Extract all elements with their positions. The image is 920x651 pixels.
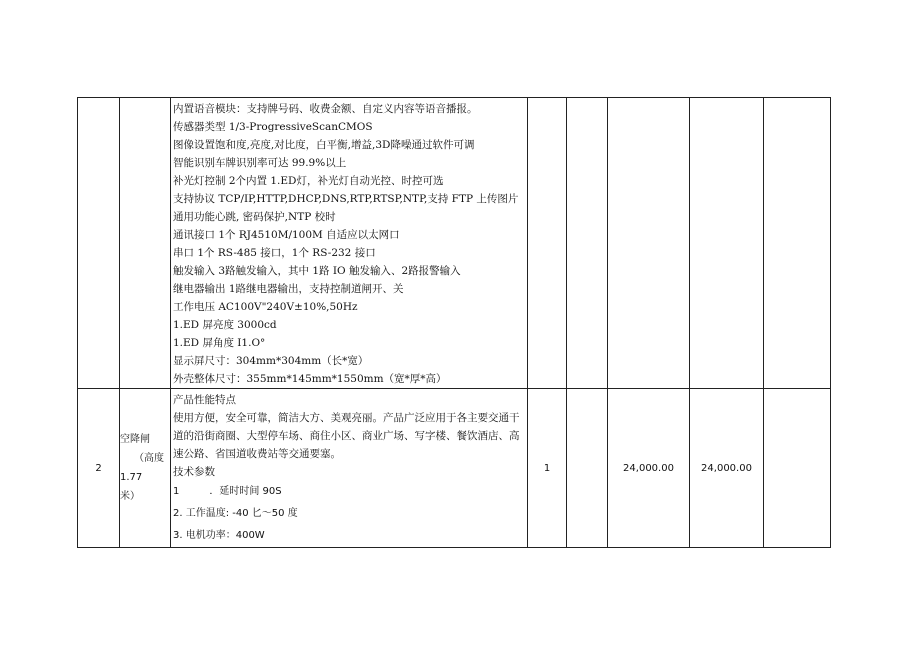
name-line: 米） bbox=[120, 491, 140, 502]
spec-line: 工作电压 AC100V"240V±10%,50Hz bbox=[173, 301, 358, 313]
spec-line: 补光灯控制 2个内置 1.ED灯，补光灯自动光控、时控可选 bbox=[173, 175, 444, 187]
tech-item: 2. 工作温度: -40 匕～50 度 bbox=[173, 508, 298, 519]
name-line: （高度 bbox=[134, 453, 164, 464]
remark-cell bbox=[764, 98, 831, 389]
spec-lines bbox=[171, 98, 527, 388]
unit-cell bbox=[567, 389, 608, 548]
desc-heading: 产品性能特点 bbox=[173, 394, 236, 406]
spec-line: 支持协议 TCP/IP,HTTP,DHCP,DNS,RTP,RTSP,NTP,支持 FTP 上传图片 bbox=[173, 193, 519, 205]
table-row bbox=[78, 98, 831, 389]
spec-line: 显示屏尺寸：304mm*304mm（长*宽） bbox=[173, 355, 369, 367]
spec-line: 图像设置饱和度,亮度,对比度，白平衡,增益,3D降噪通过软件可调 bbox=[173, 139, 475, 151]
remark-cell bbox=[764, 389, 831, 548]
spec-line: 继电器输出 1路继电器输出，支持控制道闸开、关 bbox=[173, 283, 404, 295]
tech-item: 1 ．延时时间 90S bbox=[173, 486, 282, 497]
name-cell bbox=[120, 389, 171, 548]
total-price-cell: 24,000.00 bbox=[690, 389, 764, 548]
spec-line: 触发输入 3路触发输入，其中 1路 IO 触发输入、2路报警输入 bbox=[173, 265, 461, 277]
spec-line: 传感器类型 1/3-ProgressiveScanCMOS bbox=[173, 121, 373, 133]
spec-cell bbox=[171, 98, 528, 389]
qty-cell bbox=[528, 98, 567, 389]
spec-line: 1.ED 屏角度 I1.O° bbox=[173, 337, 266, 349]
spec-cell bbox=[171, 389, 528, 548]
qty-cell: 1 bbox=[528, 389, 567, 548]
spec-line: 串口 1个 RS-485 接口，1个 RS-232 接口 bbox=[173, 247, 376, 259]
unit-cell bbox=[567, 98, 608, 389]
name-line: 1.77 bbox=[120, 472, 143, 483]
spec-line: 外壳整体尺寸：355mm*145mm*1550mm（宽*厚*高） bbox=[173, 373, 447, 385]
spec-description bbox=[171, 389, 527, 547]
unit-price-cell: 24,000.00 bbox=[608, 389, 690, 548]
index-cell bbox=[78, 98, 120, 389]
quote-table bbox=[77, 97, 831, 548]
name-cell bbox=[120, 98, 171, 389]
index-cell: 2 bbox=[78, 389, 120, 548]
tech-heading: 技术参数 bbox=[173, 466, 215, 478]
table-row bbox=[78, 389, 831, 548]
desc-body: 使用方便，安全可靠，简洁大方、美观亮丽。产品广泛应用于各主要交通干道的沿街商圈、大型停车场、商住小区、商业广场、写字楼、餐饮酒店、高速公路、省国道收费站等交通要塞。 bbox=[173, 412, 520, 460]
spec-line: 1.ED 屏亮度 3000cd bbox=[173, 319, 277, 331]
spec-line: 通用功能心跳, 密码保护,NTP 校时 bbox=[173, 211, 336, 223]
total-price-cell bbox=[690, 98, 764, 389]
spec-line: 通讯接口 1个 RJ4510M/100M 自适应以太网口 bbox=[173, 229, 400, 241]
unit-price-cell bbox=[608, 98, 690, 389]
name-line: 空降闸 bbox=[120, 434, 150, 445]
spec-line: 智能识别车牌识别率可达 99.9%以上 bbox=[173, 157, 347, 169]
tech-item: 3. 电机功率：400W bbox=[173, 530, 265, 541]
spec-line: 内置语音模块：支持牌号码、收费金额、自定义内容等语音播报。 bbox=[173, 103, 478, 115]
